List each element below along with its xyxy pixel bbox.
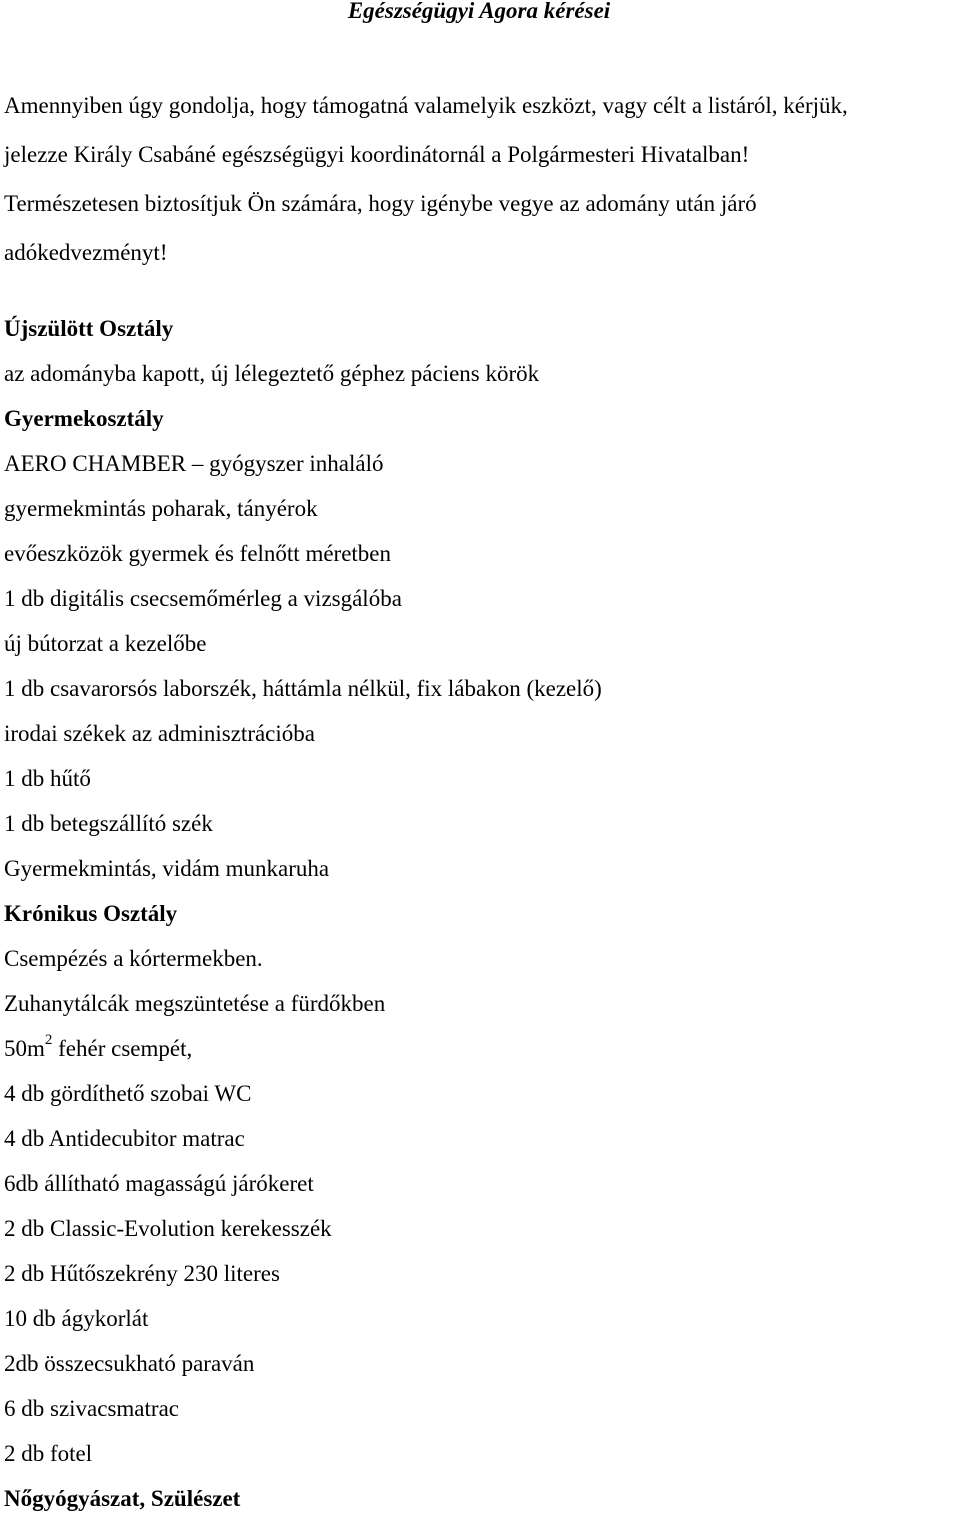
list-item: Gyermekmintás, vidám munkaruha [4,856,330,881]
list-item: 10 db ágykorlát [4,1306,149,1331]
list-item: új bútorzat a kezelőbe [4,631,207,656]
list-item: AERO CHAMBER – gyógyszer inhaláló [4,451,384,476]
list-item: 2db összecsukható paraván [4,1351,255,1376]
list-item: Zuhanytálcák megszüntetése a fürdőkben [4,991,386,1016]
section-heading-kronikus: Krónikus Osztály [4,901,178,926]
section-heading-nogyogyaszat: Nőgyógyászat, Szülészet [4,1486,241,1511]
list-item: 1 db hűtő [4,766,91,791]
intro-line: Amennyiben úgy gondolja, hogy támogatná valamelyik eszközt, vagy célt a listáról, kérjük, [4,93,848,118]
list-item: evőeszközök gyermek és felnőtt méretben [4,541,392,566]
list-item: 6 db szivacsmatrac [4,1396,179,1421]
list-item-area [4,1026,954,1071]
area-suffix: fehér csempét, [52,1036,193,1061]
intro-line: jelezze Király Csabáné egészségügyi koordinátornál a Polgármesteri Hivatalban! [4,142,750,167]
area-prefix: 50m [4,1036,45,1061]
list-item: 6db állítható magasságú járókeret [4,1171,314,1196]
list-item: gyermekmintás poharak, tányérok [4,496,318,521]
section-heading-gyermekosztaly: Gyermekosztály [4,406,164,431]
area-superscript: 2 [44,1032,53,1049]
list-item: 2 db Hűtőszekrény 230 literes [4,1261,280,1286]
list-item: az adományba kapott, új lélegeztető géphez páciens körök [4,361,540,386]
list-item: 1 db digitális csecsemőmérleg a vizsgálóba [4,586,402,611]
list-item: 2 db fotel [4,1441,93,1466]
list-item: 4 db Antidecubitor matrac [4,1126,245,1151]
intro-paragraph [4,81,954,277]
list-item: 1 db csavarorsós laborszék, háttámla nélkül, fix lábakon (kezelő) [4,676,602,701]
list-item: 1 db betegszállító szék [4,811,213,836]
list-item: 2 db Classic-Evolution kerekesszék [4,1216,332,1241]
list-item: 4 db gördíthető szobai WC [4,1081,252,1106]
intro-line: adókedvezményt! [4,240,168,265]
section-heading-ujszulott: Újszülött Osztály [4,316,174,341]
list-item: irodai székek az adminisztrációba [4,721,315,746]
request-list [4,306,954,1521]
list-item: Csempézés a kórtermekben. [4,946,263,971]
document-title: Egészségügyi Agora kérései [347,0,611,23]
intro-line: Természetesen biztosítjuk Ön számára, hogy igénybe vegye az adomány után járó [4,191,757,216]
